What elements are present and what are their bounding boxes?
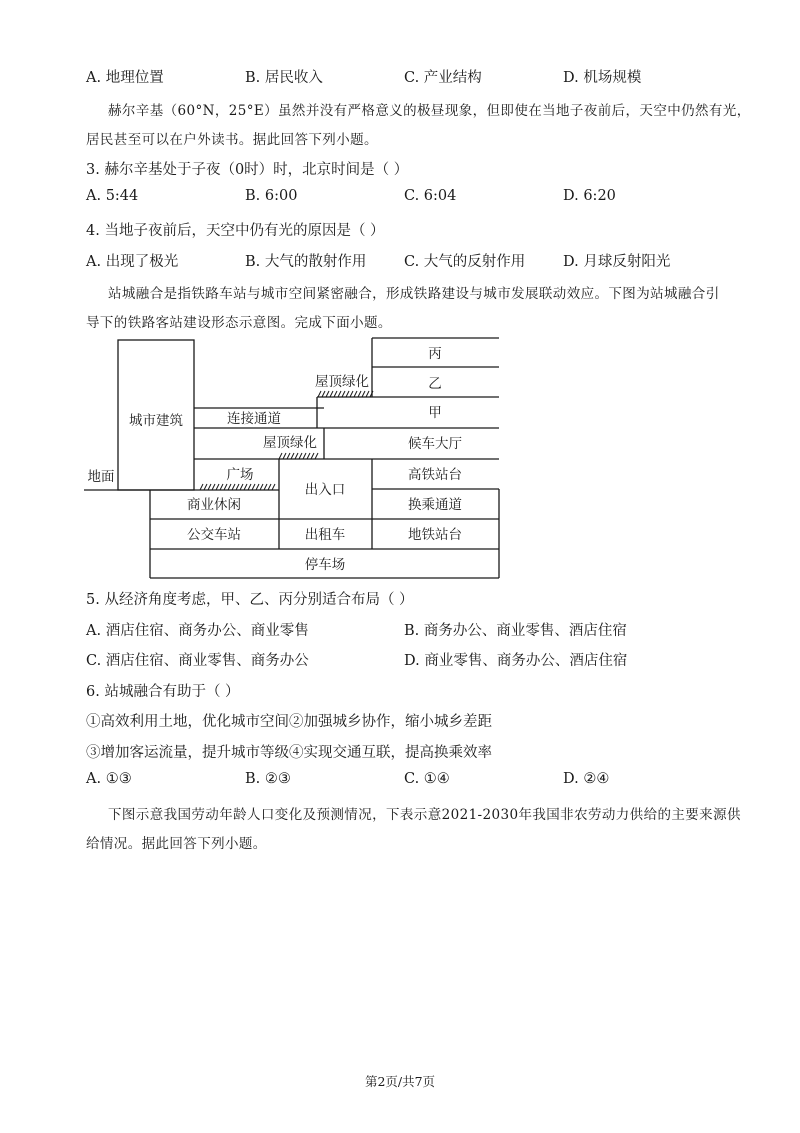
q3-option-d: D. 6:20 [563, 188, 616, 204]
label-connecting-passage: 连接通道 [227, 411, 281, 427]
q5-option-d: D. 商业零售、商务办公、酒店住宿 [404, 653, 628, 669]
label-ground: 地面 [87, 469, 115, 485]
q4-stem: 4. 当地子夜前后，天空中仍有光的原因是（ ） [86, 223, 385, 239]
label-waiting-hall: 候车大厅 [408, 436, 462, 452]
label-bus-station: 公交车站 [187, 527, 241, 543]
q3-option-a: A. 5:44 [86, 188, 139, 204]
q4-option-a: A. 出现了极光 [86, 254, 179, 270]
q3-option-c: C. 6:04 [404, 188, 457, 204]
q4-option-d: D. 月球反射阳光 [563, 254, 671, 270]
label-roof-green-upper: 屋顶绿化 [315, 374, 369, 390]
q6-option-b: B. ②③ [245, 771, 291, 787]
q4-option-c: C. 大气的反射作用 [404, 254, 526, 270]
label-hsr-platform: 高铁站台 [408, 467, 462, 483]
label-entrance: 出入口 [304, 482, 346, 498]
q5-option-c: C. 酒店住宿、商业零售、商务办公 [86, 653, 309, 669]
q2-option-c: C. 产业结构 [404, 70, 482, 86]
q4-option-b: B. 大气的散射作用 [245, 254, 367, 270]
label-commercial-leisure: 商业休闲 [187, 497, 241, 513]
label-parking: 停车场 [304, 557, 346, 573]
station-city-diagram [84, 334, 504, 582]
label-bing: 丙 [428, 346, 442, 362]
q6-statement-line2: ③增加客运流量，提升城市等级④实现交通互联，提高换乘效率 [86, 745, 492, 761]
q3-stem: 3. 赫尔辛基处于子夜（0时）时，北京时间是（ ） [86, 162, 409, 178]
q6-option-a: A. ①③ [86, 771, 132, 787]
label-yi: 乙 [428, 376, 442, 392]
label-metro-platform: 地铁站台 [408, 527, 462, 543]
label-taxi: 出租车 [304, 527, 346, 543]
page-footer: 第2页/共7页 [364, 1074, 436, 1089]
passage2-line2: 导下的铁路客站建设形态示意图。完成下面小题。 [86, 315, 392, 331]
passage1-line1: 赫尔辛基（60°N，25°E）虽然并没有严格意义的极昼现象，但即使在当地子夜前后，天空中仍然有光， [108, 103, 751, 119]
q2-option-a: A. 地理位置 [86, 70, 164, 86]
label-jia: 甲 [428, 405, 442, 421]
label-roof-green-lower: 屋顶绿化 [263, 435, 317, 451]
passage3-line2: 给情况。据此回答下列小题。 [86, 836, 267, 852]
q6-option-c: C. ①④ [404, 771, 450, 787]
q2-option-d: D. 机场规模 [563, 70, 642, 86]
q2-option-b: B. 居民收入 [245, 70, 323, 86]
label-square: 广场 [226, 467, 254, 483]
q6-stem: 6. 站城融合有助于（ ） [86, 684, 240, 700]
label-transfer-passage: 换乘通道 [408, 497, 462, 513]
passage3-line1: 下图示意我国劳动年龄人口变化及预测情况，下表示意2021-2030年我国非农劳动力供给的主要来源供 [108, 807, 741, 823]
q3-option-b: B. 6:00 [245, 188, 298, 204]
passage1-line2: 居民甚至可以在户外读书。据此回答下列小题。 [86, 132, 378, 148]
q5-option-a: A. 酒店住宿、商务办公、商业零售 [86, 623, 309, 639]
passage2-line1: 站城融合是指铁路车站与城市空间紧密融合，形成铁路建设与城市发展联动效应。下图为站城融合引 [108, 286, 720, 302]
q5-option-b: B. 商务办公、商业零售、酒店住宿 [404, 623, 627, 639]
q6-option-d: D. ②④ [563, 771, 610, 787]
label-city-building: 城市建筑 [129, 413, 183, 429]
q6-statement-line1: ①高效利用土地，优化城市空间②加强城乡协作，缩小城乡差距 [86, 714, 492, 730]
q5-stem: 5. 从经济角度考虑，甲、乙、丙分别适合布局（ ） [86, 592, 414, 608]
